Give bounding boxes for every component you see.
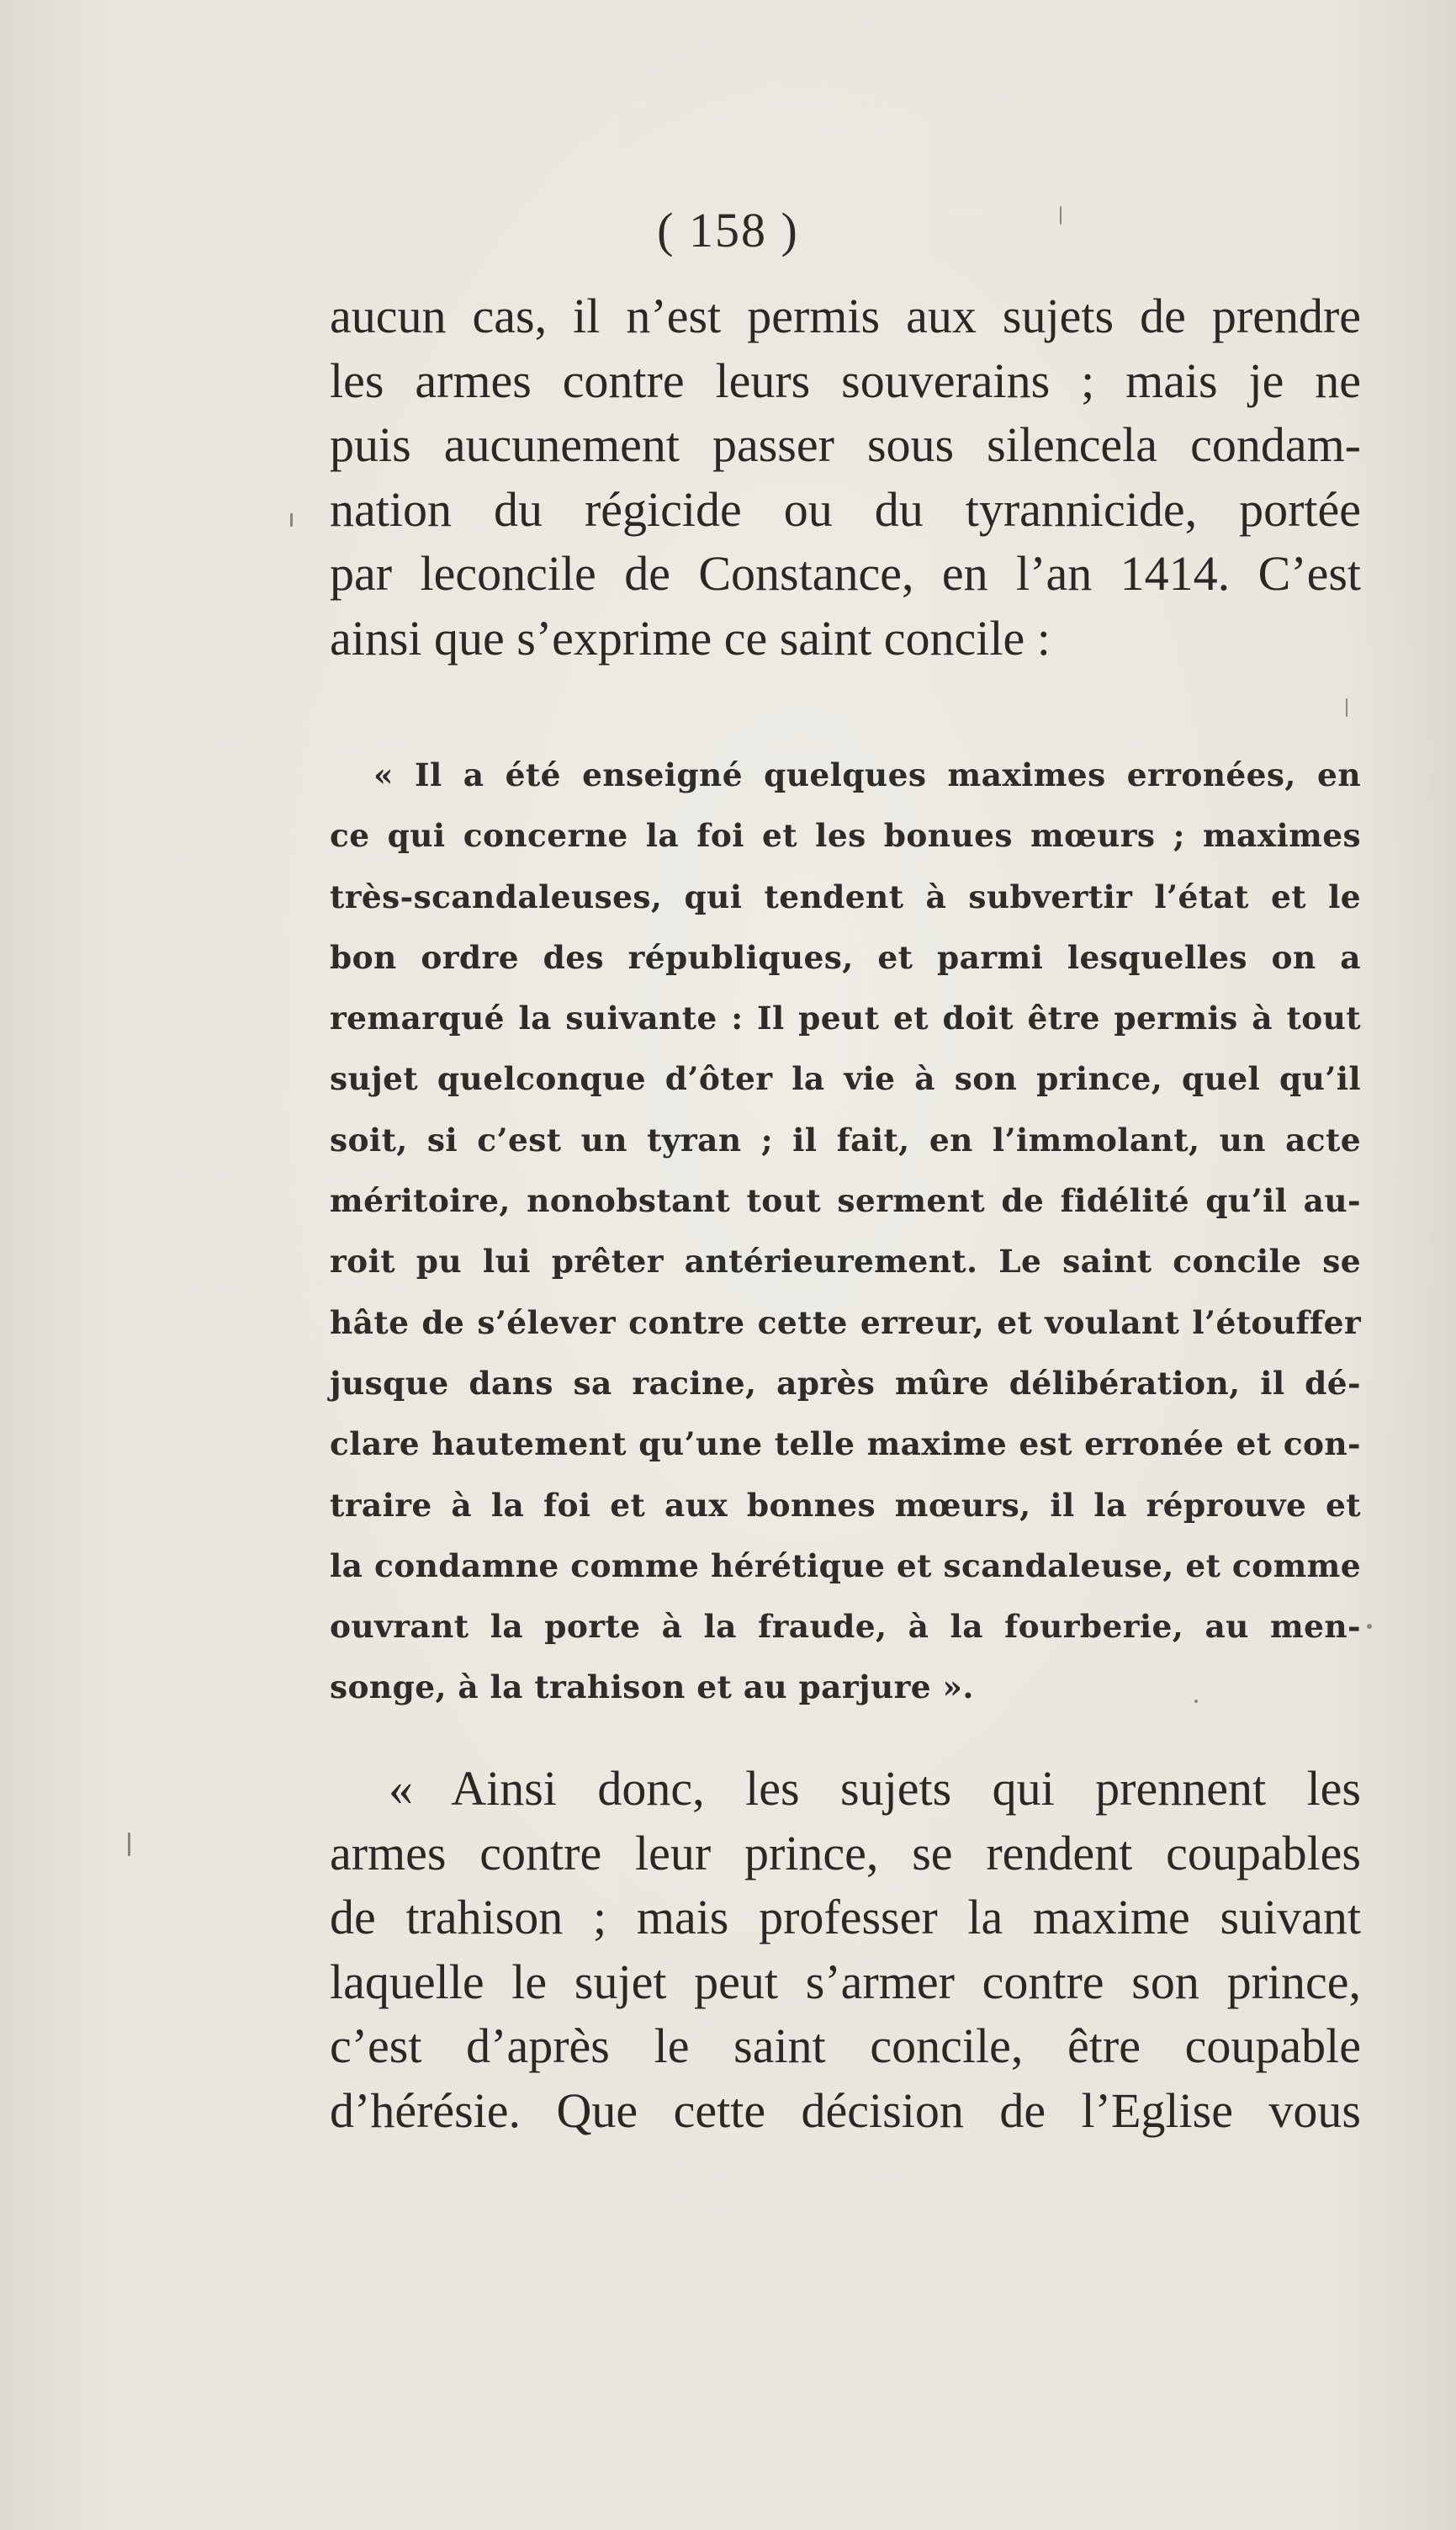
paragraph-1: [330, 284, 1361, 671]
text-line: les armes contre leurs souverains ; mais je ne: [330, 353, 1361, 408]
paper-speck: [1060, 206, 1062, 225]
quote-line: très-scandaleuses, qui tendent à subvertir l’état et le: [330, 878, 1361, 915]
quote-line: remarqué la suivante : Il peut et doit être permis à tout: [330, 1000, 1361, 1037]
quote-line: clare hautement qu’une telle maxime est erronée et con-: [330, 1425, 1361, 1463]
text-line: laquelle le sujet peut s’armer contre son prince,: [330, 1954, 1361, 2009]
text-line: par leconcile de Constance, en l’an 1414. C’est: [330, 546, 1361, 601]
text-line: aucun cas, il n’est permis aux sujets de prendre: [330, 289, 1361, 343]
text-line: armes contre leur prince, se rendent coupables: [330, 1825, 1361, 1880]
paper-speck: [1367, 1624, 1372, 1629]
quoted-decree: [330, 745, 1361, 1718]
paragraph-2: [330, 1757, 1361, 2143]
text-line: d’hérésie. Que cette décision de l’Eglise vous: [330, 2082, 1361, 2138]
text-line: nation du régicide ou du tyrannicide, portée: [330, 481, 1361, 537]
quote-line: la condamne comme hérétique et scandaleuse, et comme: [330, 1546, 1361, 1584]
quote-line: sujet quelconque d’ôter la vie à son prince, quel qu’il: [330, 1060, 1361, 1098]
quote-line: bon ordre des républiques, et parmi lesquelles on a: [330, 938, 1361, 976]
quote-line: jusque dans sa racine, après mûre délibération, il dé-: [330, 1364, 1361, 1402]
quote-line: roit pu lui prêter antérieurement. Le saint concile se: [330, 1243, 1361, 1281]
text-line: puis aucunement passer sous silencela condam-: [330, 417, 1361, 472]
text-line: « Ainsi donc, les sujets qui prennent les: [389, 1761, 1361, 1816]
quote-line: ce qui concerne la foi et les bonues mœurs ; maximes: [330, 817, 1361, 855]
quote-line: songe, à la trahison et au parjure ».: [330, 1668, 974, 1706]
paper-speck: [290, 513, 293, 527]
quote-line: méritoire, nonobstant tout serment de fidélité qu’il au-: [330, 1182, 1361, 1220]
paper-speck: [1346, 698, 1347, 717]
paper-speck: [1194, 1700, 1198, 1703]
quote-line: ouvrant la porte à la fraude, à la fourberie, au men-: [330, 1608, 1361, 1646]
quote-line: « Il a été enseigné quelques maximes erronées, en: [373, 756, 1361, 793]
text-line: c’est d’après le saint concile, être coupable: [330, 2018, 1361, 2073]
quote-line: hâte de s’élever contre cette erreur, et voulant l’étouffer: [330, 1303, 1361, 1341]
quote-line: traire à la foi et aux bonnes mœurs, il la réprouve et: [330, 1486, 1361, 1524]
page-number: ( 158 ): [657, 203, 799, 257]
text-line: ainsi que s’exprime ce saint concile :: [330, 610, 1051, 666]
quote-line: soit, si c’est un tyran ; il fait, en l’immolant, un acte: [330, 1121, 1361, 1159]
text-line: de trahison ; mais professer la maxime suivant: [330, 1890, 1361, 1944]
paper-speck: [128, 1833, 130, 1856]
